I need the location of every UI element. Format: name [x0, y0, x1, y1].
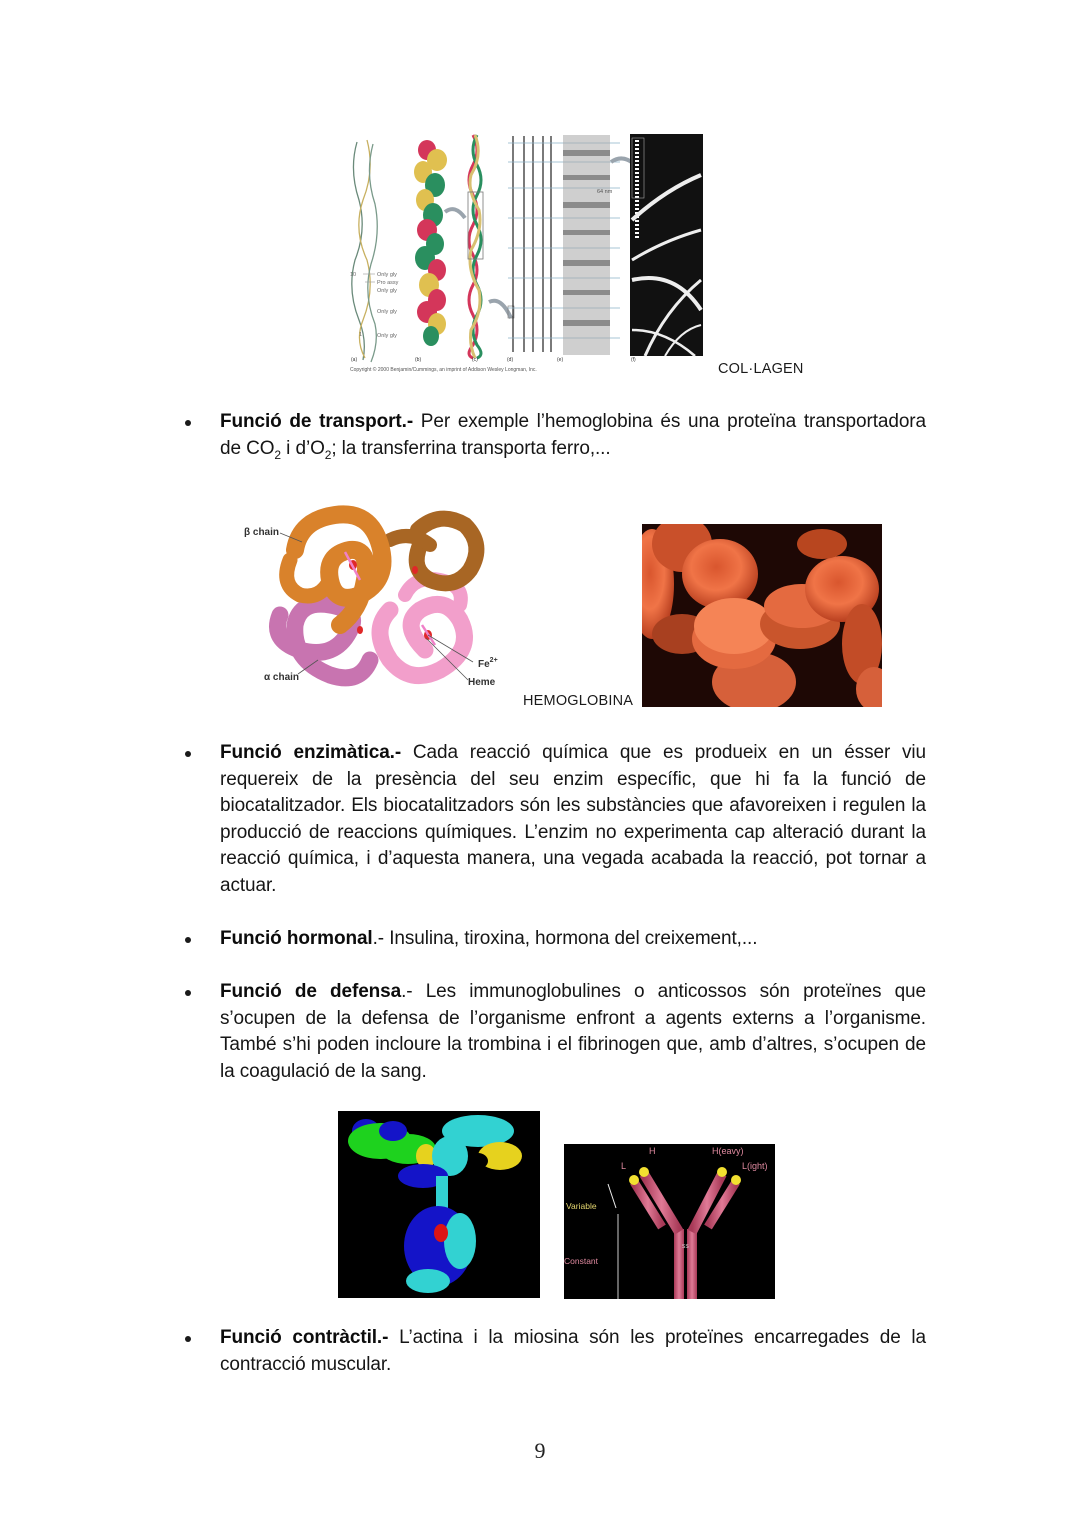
section-title: Funció enzimàtica.-	[220, 742, 402, 763]
section-body: .- Insulina, tiroxina, hormona del creixement,...	[372, 928, 758, 949]
svg-text:Pro assy: Pro assy	[377, 280, 399, 286]
svg-text:Only gly: Only gly	[377, 272, 397, 278]
light-chain-full-label: L(ight)	[742, 1161, 768, 1171]
svg-text:(e): (e)	[557, 357, 564, 363]
svg-text:1: 1	[359, 332, 363, 338]
section-body: L’actina i la miosina són les proteïnes encarregades de la contracció muscular.	[220, 1327, 927, 1375]
iron-label: $Fe^{2+}$	[478, 657, 498, 670]
heavy-chain-label: H	[649, 1146, 656, 1156]
heavy-chain-full-label: H(eavy)	[712, 1146, 744, 1156]
heme-label: Heme	[468, 677, 496, 688]
antibody-schematic-diagram	[564, 1144, 775, 1299]
collagen-fibril-micrograph	[630, 134, 703, 356]
collagen-caption: COL·LAGEN	[718, 361, 804, 377]
light-chain-label: L	[621, 1161, 627, 1171]
collagen-figure	[345, 130, 707, 375]
svg-text:(a): (a)	[351, 357, 358, 363]
svg-text:(b): (b)	[415, 357, 422, 363]
collagen-staggered-arrangement	[513, 136, 551, 352]
section-title: Funció hormonal	[220, 928, 373, 949]
svg-text:Only gly: Only gly	[377, 288, 397, 294]
section-title: Funció de transport.-	[220, 411, 414, 432]
page-number: 9	[534, 1438, 546, 1463]
section-body: ; la transferrina transporta ferro,...	[331, 437, 611, 459]
svg-text:Only gly: Only gly	[377, 333, 397, 339]
svg-text:(c): (c)	[472, 357, 478, 363]
svg-text:Only gly: Only gly	[377, 309, 397, 315]
section-title: Funció de defensa	[220, 981, 402, 1002]
section-body: Per exemple l’hemoglobina és una proteïna transportadora de CO	[220, 411, 926, 459]
bullet-icon	[184, 420, 194, 430]
subscript: 2	[274, 447, 281, 462]
svg-text:64 nm: 64 nm	[597, 189, 613, 195]
hemoglobin-caption: HEMOGLOBINA	[523, 693, 634, 709]
section-title: Funció contràctil.-	[220, 1327, 389, 1348]
bullet-icon	[184, 937, 194, 947]
antibody-molecular-model	[338, 1111, 540, 1298]
section-body: i d’O	[281, 437, 325, 459]
collagen-illustration	[345, 130, 707, 375]
bullet-icon	[184, 1336, 194, 1346]
subscript: 2	[324, 447, 332, 462]
collagen-chain-strands	[352, 140, 377, 362]
section-contractile	[220, 1325, 926, 1378]
red-blood-cells-photo	[642, 524, 882, 707]
section-hormonal	[220, 926, 926, 953]
variable-region-label: Variable	[566, 1201, 597, 1211]
constant-region-label: Constant	[564, 1256, 599, 1266]
svg-text:(f): (f)	[631, 357, 636, 363]
hemoglobin-structure-figure	[240, 500, 500, 695]
section-defense	[220, 979, 926, 1085]
alpha-chain-label: α chain	[264, 672, 300, 683]
arrow-icon	[445, 209, 465, 218]
collagen-space-filling-model	[414, 140, 447, 346]
disulfide-bond-label: SS	[682, 1244, 689, 1250]
bullet-icon	[184, 990, 194, 1000]
collagen-copyright: Copyright © 2000 Benjamin/Cummings, an imprint of Addison Wesley Longman, Inc.	[350, 367, 537, 373]
svg-text:10: 10	[350, 272, 357, 278]
collagen-triple-helix	[469, 135, 481, 358]
section-enzymatic	[220, 740, 926, 899]
bullet-icon	[184, 751, 194, 761]
beta-chain-label: β chain	[244, 527, 279, 538]
section-transport	[220, 409, 926, 468]
section-body: Cada reacció química que es produeix en un ésser viu requereix de la presència del seu enzim específic, que hi fa la funció de biocatalitzador. Els biocatalitzadors són les substàncies que afavoreixen i regulen la producció de reaccions químiques. L’enzim no experimenta cap alteració durant la reacció química, i d’aquesta manera, una vegada acabada la reacció, pot tornar a actuar.	[220, 742, 926, 896]
section-body: .- Les immunoglobulines o anticossos són proteïnes que s’ocupen de la defensa de l’organisme enfront a agents externs a l’organisme. També s’hi poden incloure la trombina i el fibrinogen que, amb d’altres, s’ocupen de la coagulació de la sang.	[220, 981, 926, 1082]
svg-text:(d): (d)	[507, 357, 514, 363]
